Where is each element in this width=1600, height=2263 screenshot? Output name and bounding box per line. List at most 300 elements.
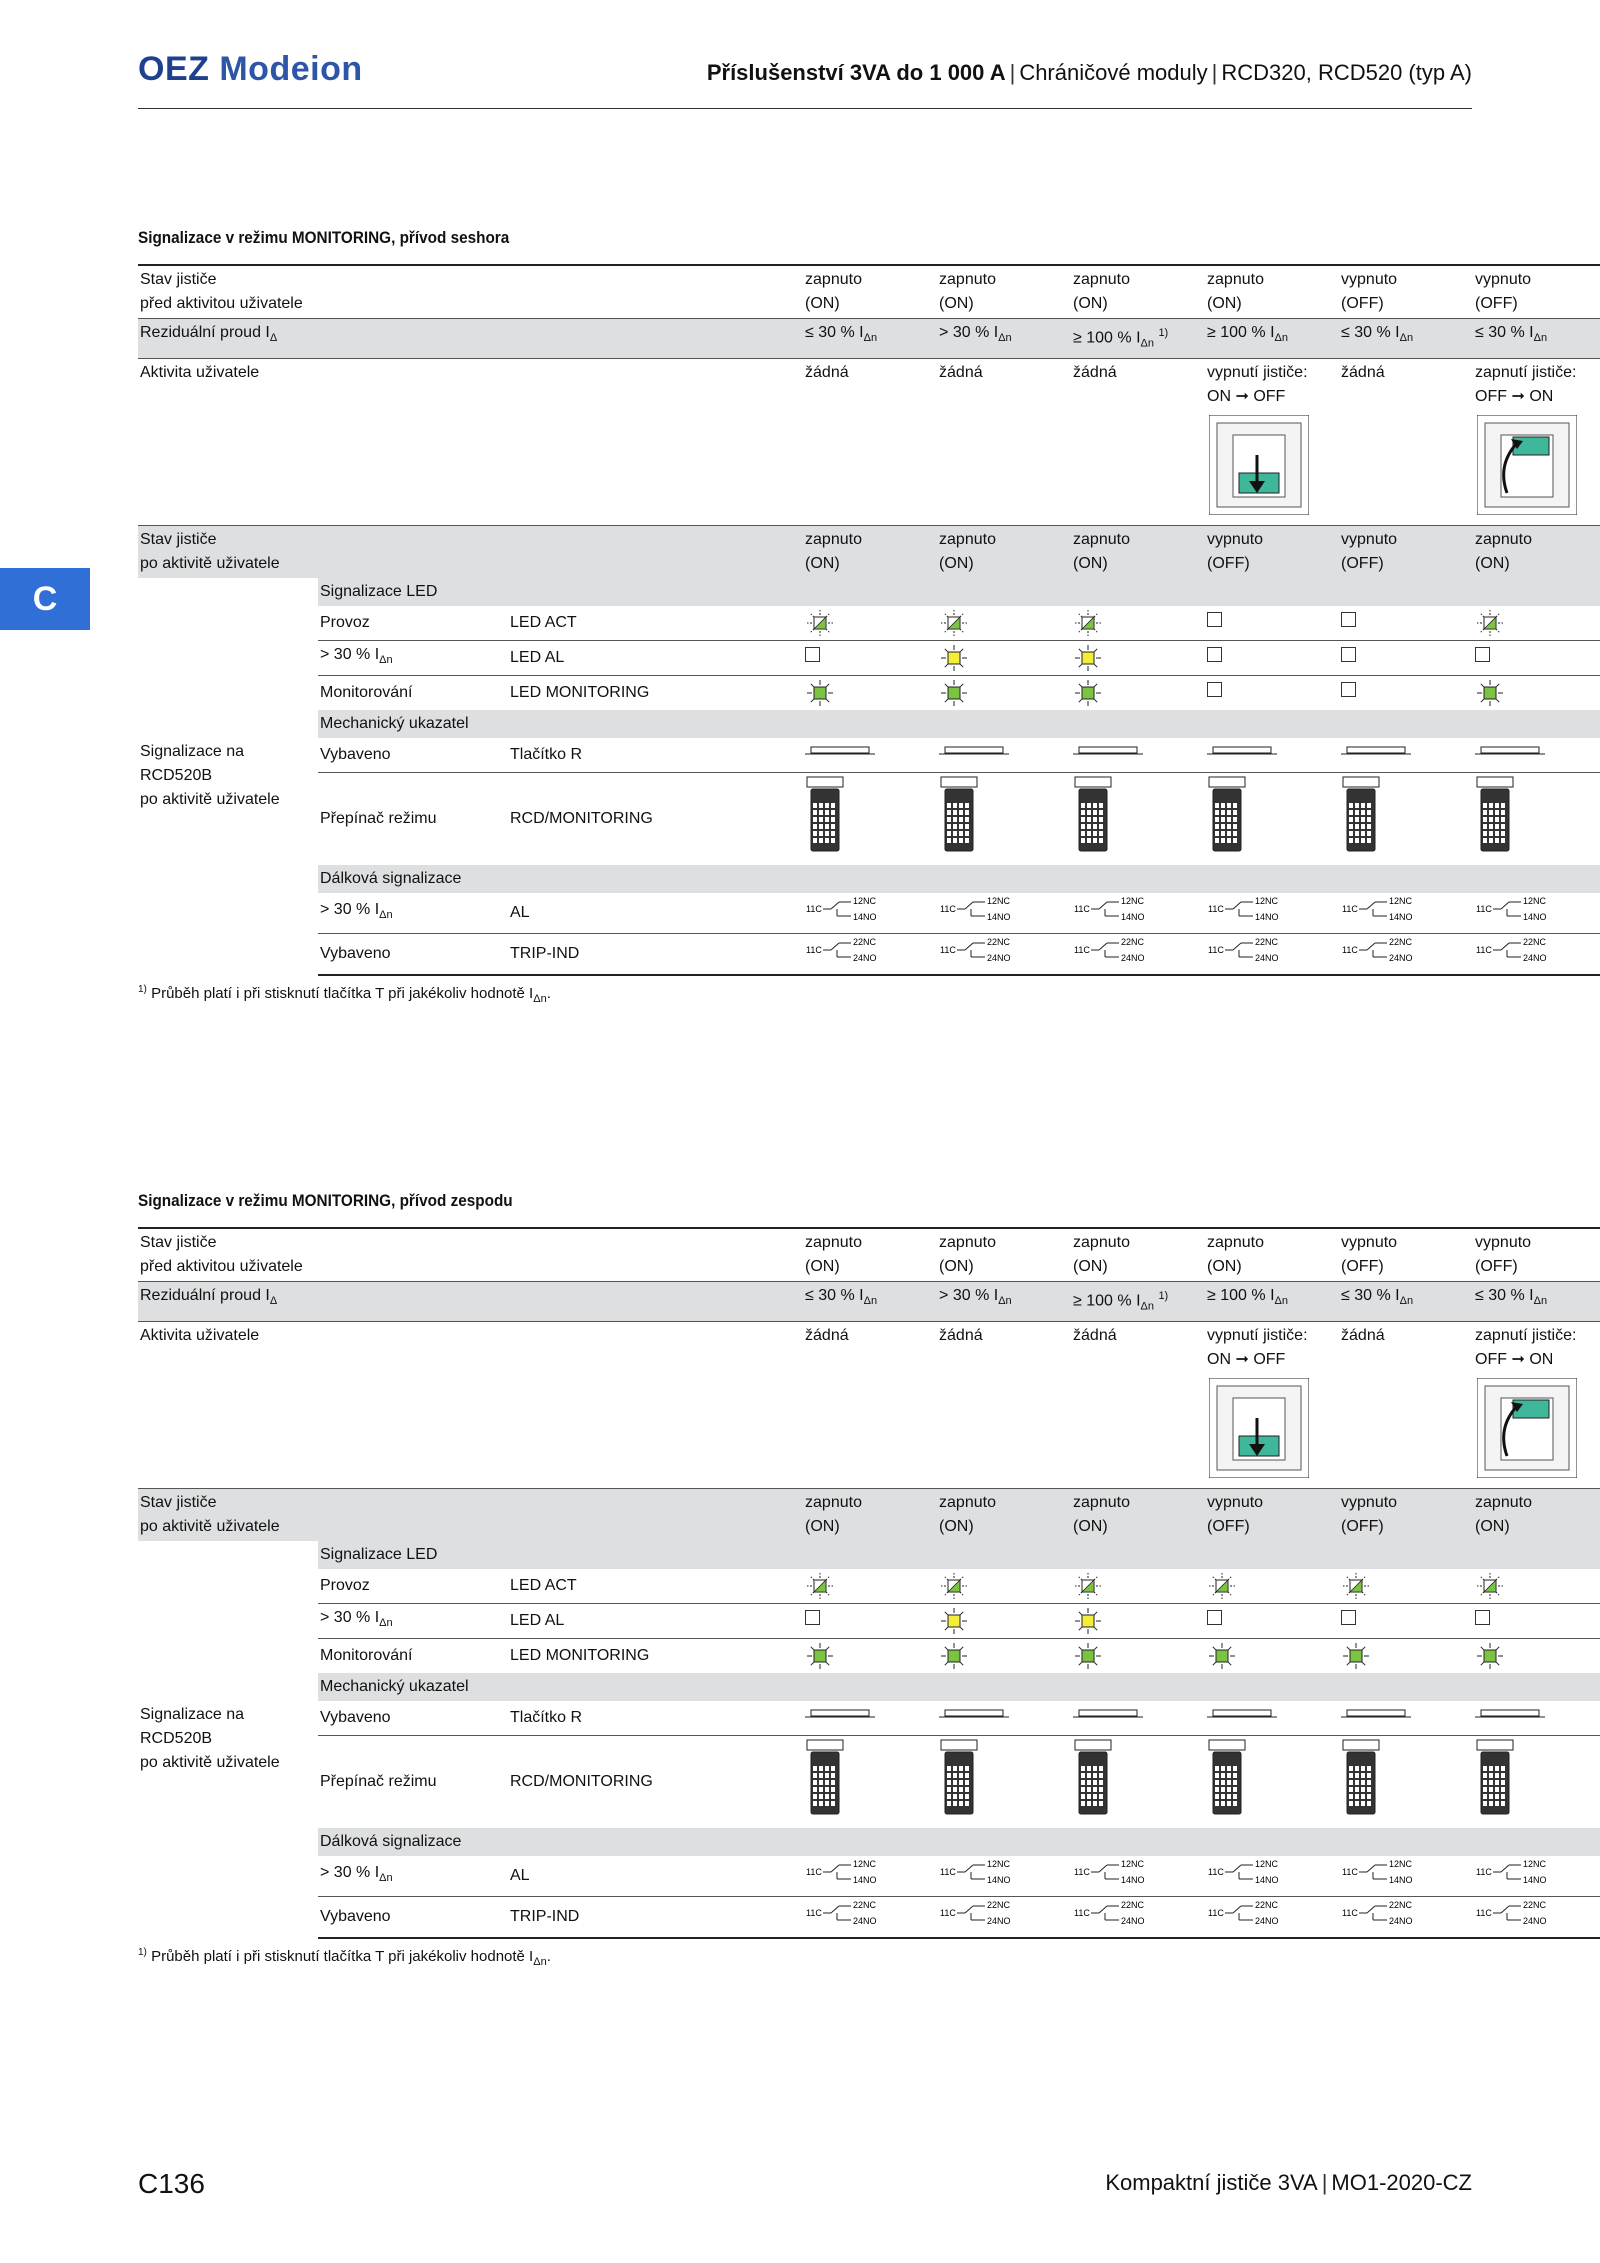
led-cell bbox=[1205, 675, 1339, 710]
contact-label: 12NC bbox=[987, 1858, 1011, 1869]
led-off-icon bbox=[1341, 647, 1356, 662]
remote-header-row bbox=[138, 865, 1600, 893]
contact-label: 24NO bbox=[987, 952, 1011, 963]
label-state-before-2: před aktivitou uživatele bbox=[140, 295, 303, 312]
led-cell bbox=[803, 640, 937, 675]
reset-button-indicator-icon bbox=[1341, 1708, 1411, 1722]
led-off-icon bbox=[1207, 647, 1222, 662]
contact-symbol-icon bbox=[939, 895, 1029, 923]
contact-label: 14NO bbox=[1389, 1874, 1413, 1885]
led-blink-icon bbox=[1207, 1572, 1237, 1600]
contact-symbol-icon bbox=[805, 1899, 895, 1927]
contact-symbol-icon bbox=[1073, 895, 1163, 923]
mode-switch-icon bbox=[1073, 775, 1113, 855]
contact-label: 11C bbox=[1074, 1866, 1090, 1877]
activity-cell: žádná bbox=[803, 1321, 937, 1488]
contact-label: 12NC bbox=[853, 1858, 877, 1869]
led-on-icon bbox=[1341, 1642, 1371, 1670]
activity-row bbox=[138, 1321, 1600, 1488]
mode-switch-icon bbox=[1341, 1738, 1381, 1818]
contact-label: 24NO bbox=[1389, 1915, 1413, 1926]
mode-switch-icon bbox=[1207, 1738, 1247, 1818]
led-cell bbox=[1205, 1569, 1339, 1604]
led-cell bbox=[1473, 640, 1600, 675]
activity-cell: žádná bbox=[937, 358, 1071, 525]
led-blink-icon bbox=[1073, 1572, 1103, 1600]
led-off-icon bbox=[805, 1610, 820, 1625]
led-cell bbox=[937, 1603, 1071, 1638]
residual-cell: > 30 % $I_{\Delta n}$ bbox=[937, 1282, 1071, 1322]
contact-label: 12NC bbox=[1523, 1858, 1547, 1869]
label-state-after: Stav jističe bbox=[140, 1493, 217, 1511]
contact-symbol-icon bbox=[1207, 895, 1297, 923]
activity-cell: žádná bbox=[1339, 358, 1473, 525]
residual-cell: ≤ 30 % $I_{\Delta n}$ bbox=[803, 319, 937, 359]
mech-header-row bbox=[138, 1673, 1600, 1701]
led-cell bbox=[1205, 606, 1339, 641]
state-after-cell: zapnuto (ON) bbox=[937, 525, 1071, 578]
activity-cell: zapnutí jističe: OFF ➞ ON bbox=[1473, 1321, 1600, 1488]
label-mech: Mechanický ukazatel bbox=[320, 714, 469, 732]
residual-cell: ≤ 30 % $I_{\Delta n}$ bbox=[1473, 319, 1600, 359]
state-after-row bbox=[138, 525, 1600, 578]
mode-switch-icon bbox=[805, 1738, 845, 1818]
label-led-signal: Signalizace LED bbox=[320, 1545, 438, 1563]
contact-symbol-icon bbox=[939, 1858, 1029, 1886]
state-before-cell: zapnuto (ON) bbox=[937, 1228, 1071, 1282]
led-cell bbox=[1071, 675, 1205, 710]
led-off-icon bbox=[1341, 612, 1356, 627]
remote-trip-row: Vybaveno TRIP-IND 11C 22NC 24NO 11C 22NC 24NO 11C 22NC 24NO 11C 22NC 24NO 11C 22NC 24NO 11C 22NC 24NO bbox=[138, 933, 1600, 975]
contact-label: 12NC bbox=[1389, 1858, 1413, 1869]
led-row: Provoz LED ACT bbox=[138, 1569, 1600, 1604]
header-title-bold: Příslušenství 3VA do 1 000 A bbox=[706, 60, 1006, 85]
contact-symbol-icon bbox=[1073, 1899, 1163, 1927]
activity-cell: vypnutí jističe: ON ➞ OFF bbox=[1205, 1321, 1339, 1488]
contact-label: 14NO bbox=[987, 911, 1011, 922]
state-before-cell: zapnuto (ON) bbox=[1205, 1228, 1339, 1282]
contact-label: 11C bbox=[1342, 944, 1358, 955]
state-after-cell: zapnuto (ON) bbox=[1071, 1488, 1205, 1541]
residual-cell: ≥ 100 % $I_{\Delta n}$ $^{1)}$ bbox=[1071, 1282, 1205, 1322]
footnote: $^{1)}$ Průběh platí i při stisknutí tlačítka T při jakékoliv hodnotě $I_{\Delta n}$. bbox=[138, 983, 551, 1005]
contact-label: 24NO bbox=[853, 1915, 877, 1926]
state-after-cell: zapnuto (ON) bbox=[937, 1488, 1071, 1541]
contact-label: 22NC bbox=[1389, 936, 1413, 947]
contact-symbol-icon bbox=[1341, 1899, 1431, 1927]
contact-symbol-icon bbox=[1341, 895, 1431, 923]
contact-label: 14NO bbox=[1255, 1874, 1279, 1885]
remote-al-row: > 30 % $I_{\Delta n}$ AL 11C 12NC 14NO 11C 12NC 14NO 11C 12NC 14NO 11C 12NC 14NO 11C 12NC 14NO 11C 12NC 14NO bbox=[138, 1856, 1600, 1897]
contact-label: 14NO bbox=[1523, 911, 1547, 922]
led-cell bbox=[1339, 606, 1473, 641]
contact-label: 22NC bbox=[1523, 1899, 1547, 1910]
activity-row bbox=[138, 358, 1600, 525]
led-on-icon bbox=[1475, 679, 1505, 707]
contact-symbol-icon bbox=[1341, 936, 1431, 964]
led-blink-icon bbox=[1341, 1572, 1371, 1600]
led-blink-icon bbox=[939, 609, 969, 637]
label-state-after: Stav jističe bbox=[140, 530, 217, 548]
led-blink-icon bbox=[805, 1572, 835, 1600]
mode-switch-icon bbox=[939, 1738, 979, 1818]
state-after-cell: vypnuto (OFF) bbox=[1205, 525, 1339, 578]
contact-symbol-icon bbox=[1341, 1858, 1431, 1886]
contact-label: 11C bbox=[1476, 1866, 1492, 1877]
contact-label: 24NO bbox=[987, 1915, 1011, 1926]
state-before-cell: zapnuto (ON) bbox=[1071, 265, 1205, 319]
contact-label: 12NC bbox=[853, 895, 877, 906]
contact-label: 11C bbox=[806, 903, 822, 914]
led-off-icon bbox=[1207, 612, 1222, 627]
contact-symbol-icon bbox=[1475, 895, 1565, 923]
brand-logo bbox=[138, 50, 363, 89]
led-on-icon bbox=[1073, 1642, 1103, 1670]
reset-button-row: Vybaveno Tlačítko R bbox=[138, 1701, 1600, 1736]
contact-symbol-icon bbox=[1207, 1899, 1297, 1927]
section-top-feed bbox=[138, 228, 1577, 1005]
contact-label: 24NO bbox=[1121, 952, 1145, 963]
contact-label: 11C bbox=[940, 903, 956, 914]
reset-button-indicator-icon bbox=[1207, 745, 1277, 759]
contact-label: 14NO bbox=[1523, 1874, 1547, 1885]
contact-label: 11C bbox=[1476, 903, 1492, 914]
residual-cell: ≥ 100 % $I_{\Delta n}$ bbox=[1205, 1282, 1339, 1322]
mode-switch-icon bbox=[805, 775, 845, 855]
led-cell bbox=[937, 640, 1071, 675]
label-state-after-2: po aktivitě uživatele bbox=[140, 1517, 280, 1535]
header-title-part3: RCD320, RCD520 (typ A) bbox=[1221, 60, 1472, 85]
contact-symbol-icon bbox=[1475, 1899, 1565, 1927]
group-label: Signalizace na RCD520B po aktivitě uživatele bbox=[138, 1541, 318, 1938]
contact-label: 11C bbox=[940, 1866, 956, 1877]
activity-cell: žádná bbox=[1071, 358, 1205, 525]
led-on-icon bbox=[939, 679, 969, 707]
residual-cell: > 30 % $I_{\Delta n}$ bbox=[937, 319, 1071, 359]
contact-label: 11C bbox=[940, 944, 956, 955]
contact-label: 22NC bbox=[853, 1899, 877, 1910]
mode-switch-icon bbox=[939, 775, 979, 855]
contact-label: 11C bbox=[940, 1907, 956, 1918]
led-on-icon bbox=[805, 679, 835, 707]
state-before-cell: zapnuto (ON) bbox=[1071, 1228, 1205, 1282]
led-cell bbox=[1473, 1569, 1600, 1604]
logo-brand: Modeion bbox=[219, 50, 363, 88]
led-cell bbox=[937, 675, 1071, 710]
led-on-icon bbox=[1073, 1607, 1103, 1635]
contact-label: 11C bbox=[1342, 903, 1358, 914]
contact-label: 22NC bbox=[1121, 936, 1145, 947]
led-on-icon bbox=[939, 1642, 969, 1670]
led-row: Monitorování LED MONITORING bbox=[138, 1638, 1600, 1673]
activity-cell: vypnutí jističe: ON ➞ OFF bbox=[1205, 358, 1339, 525]
led-on-icon bbox=[1073, 679, 1103, 707]
contact-label: 14NO bbox=[853, 911, 877, 922]
led-blink-icon bbox=[1073, 609, 1103, 637]
contact-symbol-icon bbox=[1073, 936, 1163, 964]
contact-label: 11C bbox=[806, 1866, 822, 1877]
contact-label: 14NO bbox=[1255, 911, 1279, 922]
page-number: C136 bbox=[138, 2168, 205, 2199]
state-after-cell: vypnuto (OFF) bbox=[1339, 1488, 1473, 1541]
reset-button-row: Vybaveno Tlačítko R bbox=[138, 738, 1600, 773]
led-cell bbox=[1071, 1603, 1205, 1638]
contact-symbol-icon bbox=[1073, 1858, 1163, 1886]
remote-al-row: > 30 % $I_{\Delta n}$ AL 11C 12NC 14NO 11C 12NC 14NO 11C 12NC 14NO 11C 12NC 14NO 11C 12NC 14NO 11C 12NC 14NO bbox=[138, 893, 1600, 934]
mode-switch-icon bbox=[1073, 1738, 1113, 1818]
led-on-icon bbox=[939, 1607, 969, 1635]
contact-label: 12NC bbox=[1121, 1858, 1145, 1869]
contact-label: 22NC bbox=[1389, 1899, 1413, 1910]
led-cell bbox=[1339, 1638, 1473, 1673]
contact-label: 12NC bbox=[1523, 895, 1547, 906]
reset-button-indicator-icon bbox=[1475, 745, 1545, 759]
contact-symbol-icon bbox=[939, 936, 1029, 964]
led-cell bbox=[1473, 1603, 1600, 1638]
led-on-icon bbox=[1207, 1642, 1237, 1670]
contact-label: 11C bbox=[806, 944, 822, 955]
state-before-cell: vypnuto (OFF) bbox=[1339, 265, 1473, 319]
header-divider bbox=[138, 108, 1472, 109]
mode-switch-icon bbox=[1341, 775, 1381, 855]
contact-symbol-icon bbox=[1207, 936, 1297, 964]
chapter-tab: C bbox=[0, 568, 90, 630]
led-blink-icon bbox=[1475, 609, 1505, 637]
contact-label: 11C bbox=[1074, 903, 1090, 914]
contact-symbol-icon bbox=[1207, 1858, 1297, 1886]
residual-cell: ≤ 30 % $I_{\Delta n}$ bbox=[1473, 1282, 1600, 1322]
led-cell bbox=[803, 1569, 937, 1604]
led-cell bbox=[1473, 1638, 1600, 1673]
activity-cell: žádná bbox=[937, 1321, 1071, 1488]
led-off-icon bbox=[1207, 1610, 1222, 1625]
reset-button-indicator-icon bbox=[805, 745, 875, 759]
residual-cell: ≥ 100 % $I_{\Delta n}$ bbox=[1205, 319, 1339, 359]
contact-label: 14NO bbox=[1389, 911, 1413, 922]
contact-label: 24NO bbox=[1389, 952, 1413, 963]
contact-label: 11C bbox=[1342, 1866, 1358, 1877]
contact-label: 12NC bbox=[987, 895, 1011, 906]
residual-cell: ≤ 30 % $I_{\Delta n}$ bbox=[803, 1282, 937, 1322]
signalization-table bbox=[138, 1227, 1600, 1939]
residual-cell: ≥ 100 % $I_{\Delta n}$ $^{1)}$ bbox=[1071, 319, 1205, 359]
led-off-icon bbox=[805, 647, 820, 662]
contact-label: 11C bbox=[1476, 944, 1492, 955]
reset-button-indicator-icon bbox=[939, 1708, 1009, 1722]
contact-label: 11C bbox=[806, 1907, 822, 1918]
section-title: Signalizace v režimu MONITORING, přívod zespodu bbox=[138, 1191, 513, 1210]
led-cell bbox=[803, 1638, 937, 1673]
contact-label: 11C bbox=[1208, 944, 1224, 955]
header-title-part2: Chráničové moduly bbox=[1019, 60, 1208, 85]
section-title: Signalizace v režimu MONITORING, přívod seshora bbox=[138, 228, 510, 247]
contact-symbol-icon bbox=[805, 936, 895, 964]
breaker-switch-on-icon bbox=[1477, 1378, 1577, 1478]
contact-label: 11C bbox=[1074, 944, 1090, 955]
mode-switch-icon bbox=[1207, 775, 1247, 855]
led-cell bbox=[937, 1638, 1071, 1673]
led-cell bbox=[1071, 1638, 1205, 1673]
state-after-cell: zapnuto (ON) bbox=[1473, 525, 1600, 578]
breaker-switch-off-icon bbox=[1209, 415, 1309, 515]
contact-symbol-icon bbox=[805, 1858, 895, 1886]
label-remote: Dálková signalizace bbox=[320, 1832, 462, 1850]
label-state-before-2: před aktivitou uživatele bbox=[140, 1258, 303, 1275]
contact-label: 22NC bbox=[987, 1899, 1011, 1910]
led-on-icon bbox=[1475, 1642, 1505, 1670]
contact-label: 11C bbox=[1074, 1907, 1090, 1918]
label-residual: Reziduální proud I bbox=[140, 1287, 270, 1304]
contact-symbol-icon bbox=[1475, 936, 1565, 964]
residual-cell: ≤ 30 % $I_{\Delta n}$ bbox=[1339, 1282, 1473, 1322]
state-before-cell: vypnuto (OFF) bbox=[1473, 265, 1600, 319]
led-cell bbox=[1205, 640, 1339, 675]
contact-label: 22NC bbox=[987, 936, 1011, 947]
contact-label: 11C bbox=[1208, 1866, 1224, 1877]
led-on-icon bbox=[1073, 644, 1103, 672]
footer-catalog-name: Kompaktní jističe 3VA bbox=[1105, 2170, 1318, 2195]
reset-button-indicator-icon bbox=[939, 745, 1009, 759]
state-after-cell: vypnuto (OFF) bbox=[1205, 1488, 1339, 1541]
state-after-cell: zapnuto (ON) bbox=[1071, 525, 1205, 578]
contact-label: 14NO bbox=[987, 1874, 1011, 1885]
group-label: Signalizace na RCD520B po aktivitě uživatele bbox=[138, 578, 318, 975]
contact-symbol-icon bbox=[805, 895, 895, 923]
mech-header-row bbox=[138, 710, 1600, 738]
activity-cell: žádná bbox=[1339, 1321, 1473, 1488]
led-cell bbox=[1339, 640, 1473, 675]
led-cell bbox=[1071, 606, 1205, 641]
led-cell bbox=[803, 675, 937, 710]
contact-label: 11C bbox=[1208, 903, 1224, 914]
state-before-cell: vypnuto (OFF) bbox=[1339, 1228, 1473, 1282]
label-residual: Reziduální proud I bbox=[140, 324, 270, 341]
label-state-before: Stav jističe bbox=[140, 271, 217, 288]
contact-label: 22NC bbox=[1255, 936, 1279, 947]
led-off-icon bbox=[1475, 647, 1490, 662]
contact-label: 22NC bbox=[1523, 936, 1547, 947]
contact-label: 12NC bbox=[1389, 895, 1413, 906]
residual-row: Reziduální proud $I_\Delta$ ≤ 30 % $I_{\Delta n}$ > 30 % $I_{\Delta n}$ ≥ 100 % $I_{\Delta n}$ $^{1)}$ ≥ 100 % $I_{\Delta n}$ ≤ 30 % $I_{\Delta n}$ ≤ 30 % $I_{\Delta n}$ bbox=[138, 319, 1600, 359]
led-cell bbox=[1205, 1603, 1339, 1638]
activity-cell: zapnutí jističe: OFF ➞ ON bbox=[1473, 358, 1600, 525]
residual-row: Reziduální proud $I_\Delta$ ≤ 30 % $I_{\Delta n}$ > 30 % $I_{\Delta n}$ ≥ 100 % $I_{\Delta n}$ $^{1)}$ ≥ 100 % $I_{\Delta n}$ ≤ 30 % $I_{\Delta n}$ ≤ 30 % $I_{\Delta n}$ bbox=[138, 1282, 1600, 1322]
label-activity: Aktivita uživatele bbox=[140, 1326, 260, 1344]
state-before-cell: vypnuto (OFF) bbox=[1473, 1228, 1600, 1282]
led-cell bbox=[1473, 675, 1600, 710]
led-header-row bbox=[138, 578, 1600, 606]
contact-label: 24NO bbox=[1255, 952, 1279, 963]
label-led-signal: Signalizace LED bbox=[320, 582, 438, 600]
contact-label: 24NO bbox=[1523, 1915, 1547, 1926]
led-cell bbox=[1473, 606, 1600, 641]
mode-switch-row: Přepínač režimu RCD/MONITORING bbox=[138, 772, 1600, 865]
footer-catalog-code: MO1-2020-CZ bbox=[1331, 2170, 1472, 2195]
led-cell bbox=[937, 1569, 1071, 1604]
reset-button-indicator-icon bbox=[1073, 1708, 1143, 1722]
led-cell bbox=[1071, 1569, 1205, 1604]
mode-switch-icon bbox=[1475, 1738, 1515, 1818]
contact-label: 22NC bbox=[1255, 1899, 1279, 1910]
state-after-cell: vypnuto (OFF) bbox=[1339, 525, 1473, 578]
contact-symbol-icon bbox=[939, 1899, 1029, 1927]
led-row: Provoz LED ACT bbox=[138, 606, 1600, 641]
mode-switch-icon bbox=[1475, 775, 1515, 855]
breaker-switch-on-icon bbox=[1477, 415, 1577, 515]
led-cell bbox=[1339, 675, 1473, 710]
led-off-icon bbox=[1341, 682, 1356, 697]
label-mech: Mechanický ukazatel bbox=[320, 1677, 469, 1695]
page-header-title: Příslušenství 3VA do 1 000 A | Chráničové moduly | RCD320, RCD520 (typ A) bbox=[706, 60, 1472, 85]
residual-cell: ≤ 30 % $I_{\Delta n}$ bbox=[1339, 319, 1473, 359]
contact-label: 12NC bbox=[1255, 1858, 1279, 1869]
led-cell bbox=[1205, 1638, 1339, 1673]
led-blink-icon bbox=[939, 1572, 969, 1600]
label-state-before: Stav jističe bbox=[140, 1234, 217, 1251]
contact-label: 24NO bbox=[853, 952, 877, 963]
reset-button-indicator-icon bbox=[1341, 745, 1411, 759]
reset-button-indicator-icon bbox=[805, 1708, 875, 1722]
led-off-icon bbox=[1341, 1610, 1356, 1625]
contact-label: 24NO bbox=[1121, 1915, 1145, 1926]
led-row: > 30 % $I_{\Delta n}$ LED AL bbox=[138, 1603, 1600, 1638]
contact-label: 22NC bbox=[1121, 1899, 1145, 1910]
state-before-cell: zapnuto (ON) bbox=[803, 1228, 937, 1282]
contact-label: 22NC bbox=[853, 936, 877, 947]
reset-button-indicator-icon bbox=[1475, 1708, 1545, 1722]
led-row: > 30 % $I_{\Delta n}$ LED AL bbox=[138, 640, 1600, 675]
state-after-cell: zapnuto (ON) bbox=[803, 1488, 937, 1541]
led-cell bbox=[937, 606, 1071, 641]
led-cell bbox=[1071, 640, 1205, 675]
led-blink-icon bbox=[805, 609, 835, 637]
signalization-table bbox=[138, 264, 1600, 976]
label-remote: Dálková signalizace bbox=[320, 869, 462, 887]
contact-label: 11C bbox=[1476, 1907, 1492, 1918]
contact-symbol-icon bbox=[1475, 1858, 1565, 1886]
led-header-row bbox=[138, 1541, 1600, 1569]
contact-label: 24NO bbox=[1523, 952, 1547, 963]
reset-button-indicator-icon bbox=[1073, 745, 1143, 759]
breaker-switch-off-icon bbox=[1209, 1378, 1309, 1478]
state-before-cell: zapnuto (ON) bbox=[937, 265, 1071, 319]
contact-label: 24NO bbox=[1255, 1915, 1279, 1926]
led-on-icon bbox=[805, 1642, 835, 1670]
state-before-cell: zapnuto (ON) bbox=[803, 265, 937, 319]
label-activity: Aktivita uživatele bbox=[140, 363, 260, 381]
state-before-row bbox=[138, 265, 1600, 319]
activity-cell: žádná bbox=[803, 358, 937, 525]
led-cell bbox=[803, 606, 937, 641]
remote-header-row bbox=[138, 1828, 1600, 1856]
state-before-cell: zapnuto (ON) bbox=[1205, 265, 1339, 319]
contact-label: 12NC bbox=[1255, 895, 1279, 906]
contact-label: 14NO bbox=[853, 1874, 877, 1885]
contact-label: 11C bbox=[1208, 1907, 1224, 1918]
label-state-after-2: po aktivitě uživatele bbox=[140, 554, 280, 572]
section-bottom-feed bbox=[138, 1191, 1577, 1968]
led-off-icon bbox=[1475, 1610, 1490, 1625]
led-cell bbox=[1339, 1569, 1473, 1604]
contact-label: 12NC bbox=[1121, 895, 1145, 906]
contact-label: 14NO bbox=[1121, 1874, 1145, 1885]
led-off-icon bbox=[1207, 682, 1222, 697]
state-after-row bbox=[138, 1488, 1600, 1541]
state-after-cell: zapnuto (ON) bbox=[1473, 1488, 1600, 1541]
led-on-icon bbox=[939, 644, 969, 672]
led-cell bbox=[1339, 1603, 1473, 1638]
activity-cell: žádná bbox=[1071, 1321, 1205, 1488]
